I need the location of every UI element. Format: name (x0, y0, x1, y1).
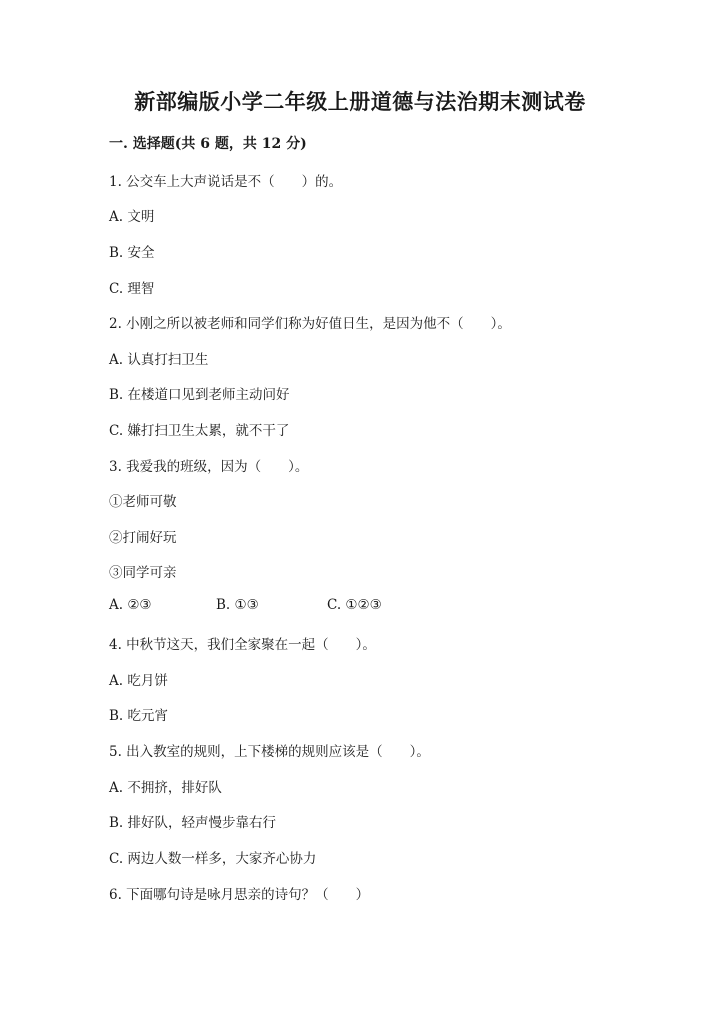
question-3-item-2: ②打闹好玩 (109, 530, 177, 546)
question-5-option-b: B. 排好队，轻声慢步靠右行 (109, 815, 277, 831)
question-3-item-3: ③同学可亲 (109, 565, 177, 581)
question-3-option-b: B. ①③ (216, 597, 259, 613)
question-1-option-c: C. 理智 (109, 281, 155, 297)
question-4-option-b: B. 吃元宵 (109, 708, 169, 724)
question-6-stem: 6. 下面哪句诗是咏月思亲的诗句？（ ） (109, 887, 370, 903)
question-3-stem: 3. 我爱我的班级，因为（ ）。 (109, 459, 309, 475)
question-5-option-c: C. 两边人数一样多，大家齐心协力 (109, 851, 317, 867)
question-1-option-b: B. 安全 (109, 245, 155, 261)
question-5-option-a: A. 不拥挤，排好队 (109, 780, 222, 796)
question-1-option-a: A. 文明 (109, 209, 155, 225)
question-2-option-b: B. 在楼道口见到老师主动问好 (109, 387, 290, 403)
question-5-stem: 5. 出入教室的规则，上下楼梯的规则应该是（ ）。 (109, 744, 430, 760)
question-1-stem: 1. 公交车上大声说话是不（ ）的。 (109, 174, 343, 190)
question-2-option-c: C. 嫌打扫卫生太累，就不干了 (109, 423, 290, 439)
question-3-option-a: A. ②③ (109, 597, 152, 613)
section-heading: 一. 选择题(共 6 题，共 12 分) (109, 136, 307, 152)
question-4-stem: 4. 中秋节这天，我们全家聚在一起（ ）。 (109, 637, 376, 653)
question-2-stem: 2. 小刚之所以被老师和同学们称为好值日生，是因为他不（ ）。 (109, 316, 511, 332)
question-3-option-c: C. ①②③ (327, 597, 382, 613)
question-3-item-1: ①老师可敬 (109, 494, 177, 510)
question-4-option-a: A. 吃月饼 (109, 673, 168, 689)
page-title: 新部编版小学二年级上册道德与法治期末测试卷 (134, 89, 586, 114)
question-2-option-a: A. 认真打扫卫生 (109, 352, 209, 368)
